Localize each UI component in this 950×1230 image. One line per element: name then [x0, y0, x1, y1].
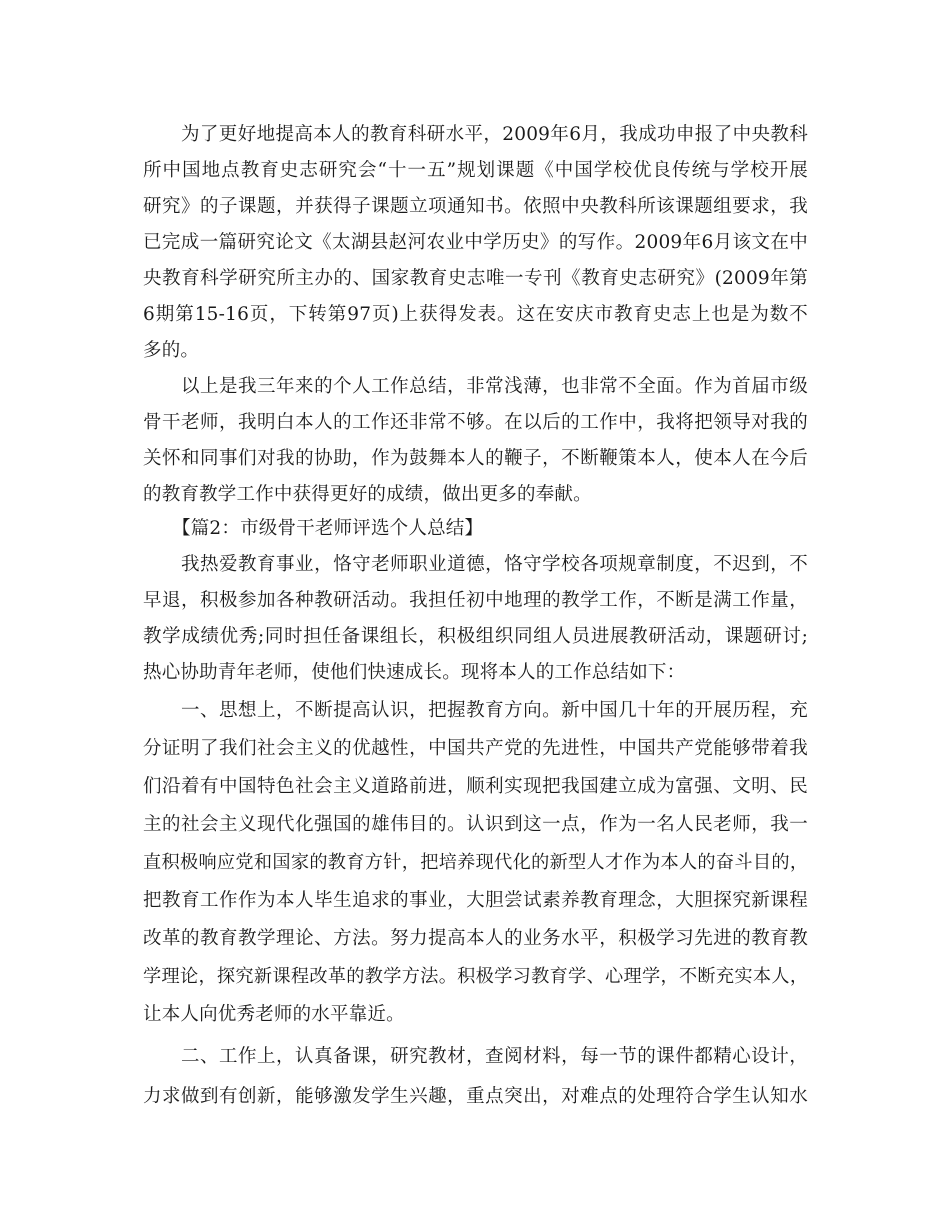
text-line: 的教育教学工作中获得更好的成绩，做出更多的奉献。	[143, 484, 592, 505]
text-line: 我热爱教育事业，恪守老师职业道德，恪守学校各项规章制度，不迟到，不	[181, 554, 808, 575]
text-line: 主的社会主义现代化强国的雄伟目的。认识到这一点，作为一名人民老师，我一	[143, 814, 808, 835]
text-line: 力求做到有创新，能够激发学生兴趣，重点突出，对难点的处理符合学生认知水	[143, 1086, 808, 1107]
text-line: 为了更好地提高本人的教育科研水平，2009年6月，我成功申报了中央教科	[181, 124, 808, 145]
text-line: 热心协助青年老师，使他们快速成长。现将本人的工作总结如下：	[143, 662, 686, 683]
text-line: 分证明了我们社会主义的优越性，中国共产党的先进性，中国共产党能够带着我	[143, 738, 808, 759]
text-line: 改革的教育教学理论、方法。努力提高本人的业务水平，积极学习先进的教育教	[143, 928, 808, 949]
text-line: 骨干老师，我明白本人的工作还非常不够。在以后的工作中，我将把领导对我的	[143, 412, 808, 433]
text-line: 让本人向优秀老师的水平靠近。	[143, 1004, 405, 1025]
text-line: 央教育科学研究所主办的、国家教育史志唯一专刊《教育史志研究》(2009年第	[143, 268, 808, 289]
text-line: 教学成绩优秀;同时担任备课组长，积极组织同组人员进展教研活动，课题研讨;	[143, 626, 808, 647]
text-line: 关怀和同事们对我的协助，作为鼓舞本人的鞭子，不断鞭策本人，使本人在今后	[143, 448, 808, 469]
text-line: 们沿着有中国特色社会主义道路前进，顺利实现把我国建立成为富强、文明、民	[143, 776, 808, 797]
text-line: 已完成一篇研究论文《太湖县赵河农业中学历史》的写作。2009年6月该文在中	[143, 232, 808, 253]
section-heading-text: 【篇2：市级骨干老师评选个人总结】	[172, 518, 484, 539]
text-line: 把教育工作作为本人毕生追求的事业，大胆尝试素养教育理念，大胆探究新课程	[143, 890, 808, 911]
text-line: 二、工作上，认真备课，研究教材，查阅材料，每一节的课件都精心设计，	[181, 1046, 808, 1067]
text-line: 多的。	[143, 340, 200, 361]
text-line: 6期第15-16页，下转第97页)上获得发表。这在安庆市教育史志上也是为数不	[143, 304, 808, 325]
text-line: 学理论，探究新课程改革的教学方法。积极学习教育学、心理学，不断充实本人，	[143, 966, 808, 987]
text-line: 研究》的子课题，并获得子课题立项通知书。依照中央教科所该课题组要求，我	[143, 196, 808, 217]
text-line: 以上是我三年来的个人工作总结，非常浅薄，也非常不全面。作为首届市级	[181, 376, 808, 397]
text-line: 直积极响应党和国家的教育方针，把培养现代化的新型人才作为本人的奋斗目的，	[143, 852, 808, 873]
text-line: 所中国地点教育史志研究会“十一五”规划课题《中国学校优良传统与学校开展	[143, 160, 808, 181]
text-line: 一、思想上，不断提高认识，把握教育方向。新中国几十年的开展历程，充	[181, 700, 808, 721]
text-line: 早退，积极参加各种教研活动。我担任初中地理的教学工作，不断是满工作量，	[143, 590, 808, 611]
